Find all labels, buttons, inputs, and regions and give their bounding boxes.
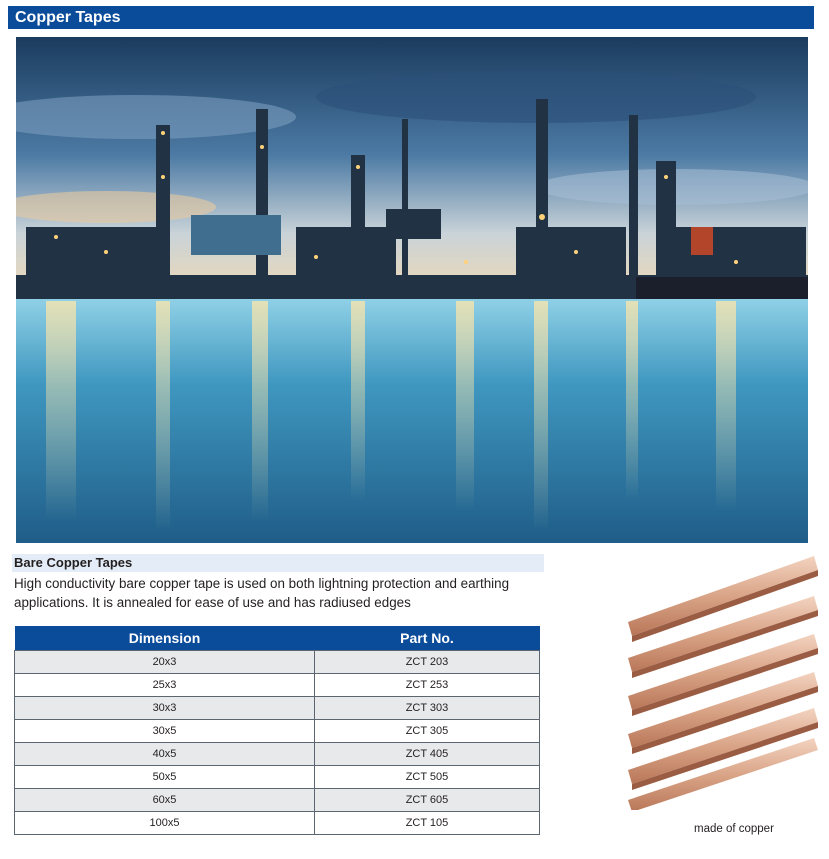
dimension-cell: 60x5 — [15, 789, 315, 812]
part-number-cell: ZCT 305 — [314, 720, 539, 743]
copper-tape-image — [620, 550, 820, 810]
image-caption: made of copper — [694, 823, 774, 835]
part-number-cell: ZCT 505 — [314, 766, 539, 789]
part-number-cell: ZCT 203 — [314, 651, 539, 674]
dimension-cell: 100x5 — [15, 812, 315, 835]
part-number-cell: ZCT 405 — [314, 743, 539, 766]
table-row — [15, 766, 540, 789]
refinery-illustration — [16, 37, 808, 543]
dimension-cell: 40x5 — [15, 743, 315, 766]
dimension-cell: 50x5 — [15, 766, 315, 789]
description-line: applications. It is annealed for ease of use and has radiused edges — [14, 595, 411, 610]
page-title: Copper Tapes — [8, 6, 814, 29]
spec-table — [14, 626, 540, 835]
table-row — [15, 651, 540, 674]
dimension-cell: 25x3 — [15, 674, 315, 697]
table-row — [15, 697, 540, 720]
table-row — [15, 743, 540, 766]
dimension-cell: 20x3 — [15, 651, 315, 674]
refinery-photo — [16, 37, 808, 543]
part-number-cell: ZCT 605 — [314, 789, 539, 812]
description-line: High conductivity bare copper tape is used on both lightning protection and earthing — [14, 576, 510, 591]
table-row — [15, 812, 540, 835]
part-number-cell: ZCT 303 — [314, 697, 539, 720]
section-heading: Bare Copper Tapes — [12, 554, 544, 572]
table-row — [15, 720, 540, 743]
table-row — [15, 674, 540, 697]
section-description — [14, 574, 554, 612]
dimension-cell: 30x5 — [15, 720, 315, 743]
table-row — [15, 789, 540, 812]
column-header-dimension: Dimension — [15, 626, 315, 651]
part-number-cell: ZCT 105 — [314, 812, 539, 835]
part-number-cell: ZCT 253 — [314, 674, 539, 697]
dimension-cell: 30x3 — [15, 697, 315, 720]
copper-tape-strips — [620, 550, 820, 810]
column-header-part-no: Part No. — [314, 626, 539, 651]
